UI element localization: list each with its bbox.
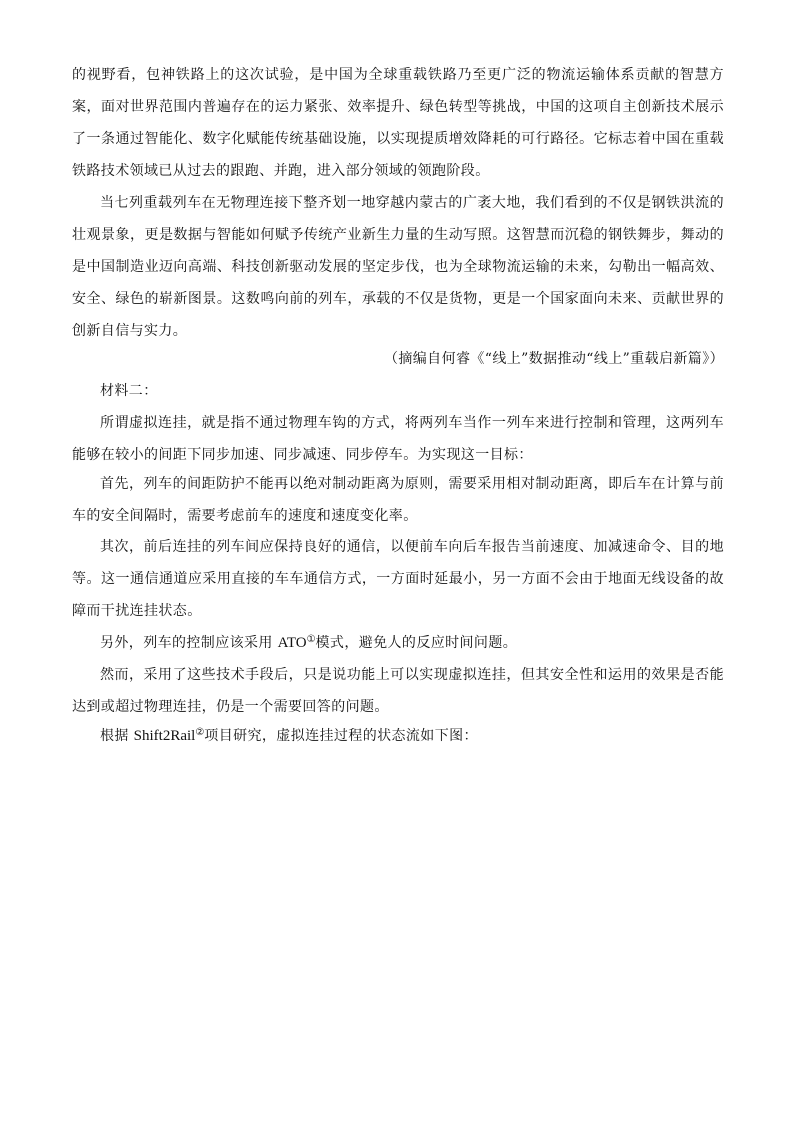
paragraph-shift2rail (72, 720, 724, 752)
paragraph-however: 然而，采用了这些技术手段后，只是说功能上可以实现虚拟连挂，但其安全性和运用的效果是否能达到或超过物理连挂，仍是一个需要回答的问题。 (72, 667, 724, 715)
footnote-marker-1: ① (306, 634, 316, 645)
shift2rail-text-before: 根据 (100, 728, 134, 744)
paragraph-third-requirement (72, 627, 724, 659)
paragraph-intro-continued: 的视野看，包神铁路上的这次试验，是中国为全球重载铁路乃至更广泛的物流运输体系贡献的智慧方案，面对世界范围内普遍存在的运力紧张、效率提升、绿色转型等挑战，中国的这项自主创新技术展示了一条通过智能化、数字化赋能传统基础设施，以实现提质增效降耗的可行路径。它标志着中国在重载铁路技术领域已从过去的跟跑、并跑，进入部分领域的领跑阶段。 (72, 67, 724, 179)
paragraph-second-requirement: 其次，前后连挂的列车间应保持良好的通信，以便前车向后车报告当前速度、加减速命令、目的地等。这一通信通道应采用直接的车车通信方式，一方面时延最小，另一方面不会由于地面无线设备的故障而干扰连挂状态。 (72, 539, 724, 619)
shift2rail-text-after: 项目研究，虚拟连挂过程的状态流如下图： (204, 728, 478, 744)
ato-term: ATO (277, 635, 307, 651)
paragraph-first-requirement: 首先，列车的间距防护不能再以绝对制动距离为原则，需要采用相对制动距离，即后车在计算与前车的安全间隔时，需要考虑前车的速度和速度变化率。 (72, 476, 724, 524)
paragraph-conclusion: 当七列重载列车在无物理连接下整齐划一地穿越内蒙古的广袤大地，我们看到的不仅是钢铁洪流的壮观景象，更是数据与智能如何赋予传统产业新生力量的生动写照。这智慧而沉稳的钢铁舞步，舞动的是中国制造业迈向高端、科技创新驱动发展的坚定步伐，也为全球物流运输的未来，勾勒出一幅高效、安全、绿色的崭新图景。这数鸣向前的列车，承载的不仅是货物，更是一个国家面向未来、贡献世界的创新自信与实力。 (72, 195, 724, 339)
ato-text-before: 另外，列车的控制应该采用 (100, 635, 278, 651)
footnote-marker-2: ② (195, 727, 205, 738)
material-two-heading: 材料二： (100, 383, 158, 399)
paragraph-virtual-coupling-definition: 所谓虚拟连挂，就是指不通过物理车钩的方式，将两列车当作一列车来进行控制和管理，这两列车能够在较小的间距下同步加速、同步减速、同步停车。为实现这一目标： (72, 415, 724, 463)
ato-text-after: 模式，避免人的反应时间问题。 (315, 635, 518, 651)
source-citation: （摘编自何睿《“线上”数据推动“线上”重载启新篇》） (383, 351, 724, 367)
shift2rail-term: Shift2Rail (133, 728, 196, 744)
